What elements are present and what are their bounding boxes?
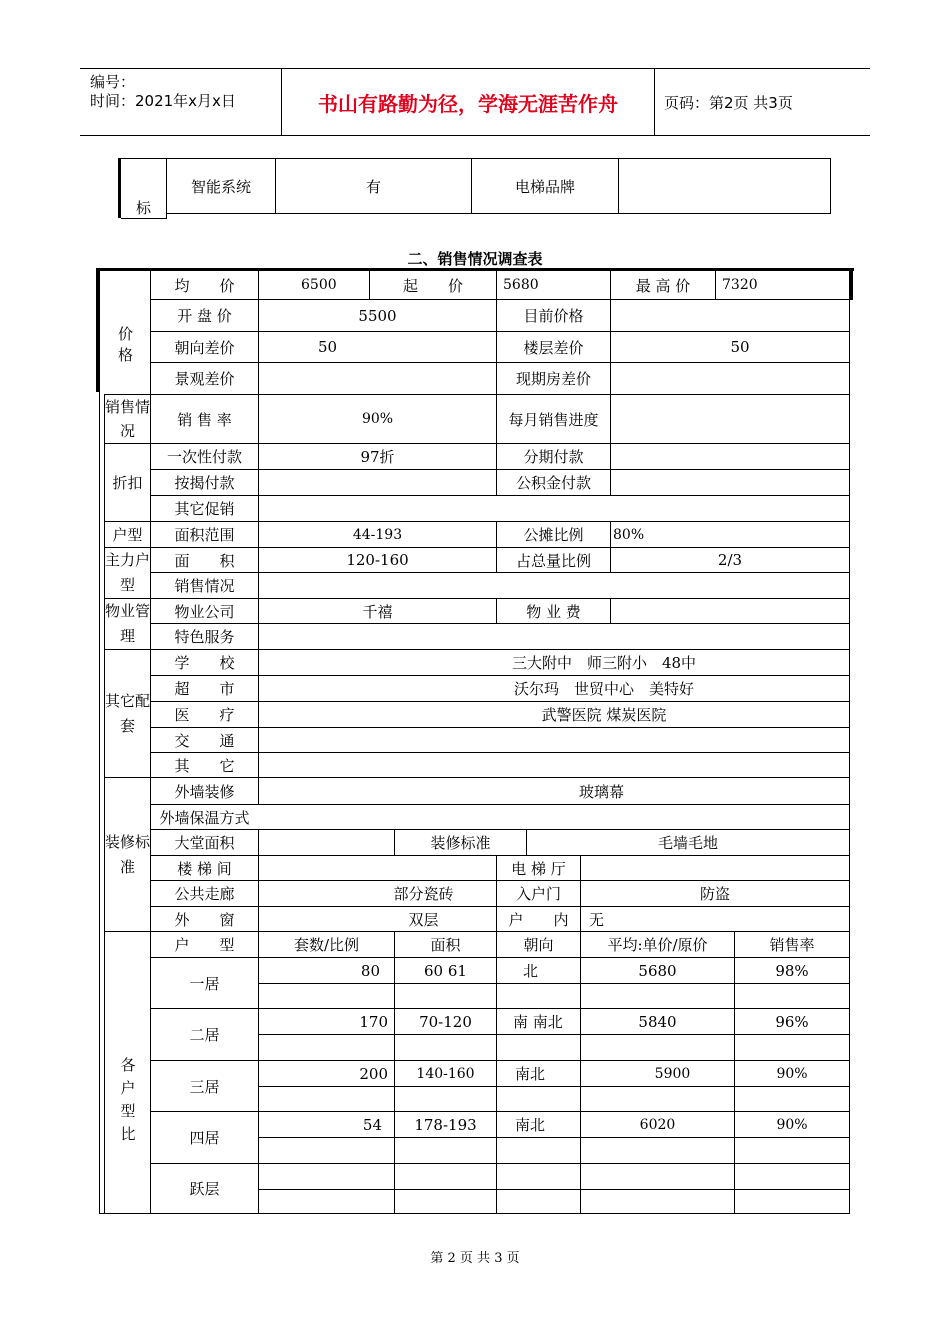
medical-label: 医 疗 bbox=[174, 706, 235, 724]
other-promo-label: 其它促销 bbox=[174, 500, 235, 518]
decoration-standard-value: 毛墙毛地 bbox=[657, 834, 718, 852]
special-service-label: 特色服务 bbox=[174, 628, 235, 646]
school-label: 学 校 bbox=[174, 654, 235, 672]
indoor-label: 户 内 bbox=[508, 910, 569, 929]
supermarket-label: 超 市 bbox=[174, 680, 235, 698]
type-rate: 98% bbox=[775, 961, 809, 980]
property-company-value: 千禧 bbox=[362, 602, 393, 621]
school-value: 三大附中 师三附小 48中 bbox=[511, 654, 697, 672]
indoor-value: 无 bbox=[589, 910, 605, 929]
property-fee-label: 物 业 费 bbox=[526, 602, 581, 621]
decoration-standard-label: 装修标准 bbox=[430, 834, 491, 852]
elevator-brand-value bbox=[619, 159, 830, 213]
type-rate: 90% bbox=[776, 1116, 808, 1133]
area-range-value: 44-193 bbox=[352, 526, 403, 543]
view-diff-label: 景观差价 bbox=[174, 370, 235, 388]
smart-system-label: 智能系统 bbox=[190, 177, 251, 196]
page-label: 页码：第2页 共3页 bbox=[664, 93, 793, 112]
type-price: 5900 bbox=[654, 1065, 691, 1082]
type-orientation: 南 南北 bbox=[513, 1013, 563, 1031]
type-name: 四居 bbox=[189, 1129, 220, 1147]
types-header-type: 户 型 bbox=[174, 936, 235, 954]
view-diff-value bbox=[259, 363, 496, 394]
exterior-wall-label: 外墙装修 bbox=[174, 782, 235, 801]
decoration-group-label: 装修标准 bbox=[105, 832, 151, 876]
top-table-row-label: 标 bbox=[135, 198, 151, 217]
type-orientation: 南北 bbox=[515, 1116, 546, 1134]
special-service-value bbox=[259, 624, 849, 649]
medical-value: 武警医院 煤炭医院 bbox=[541, 706, 667, 724]
elevator-hall-value bbox=[581, 856, 849, 880]
main-area-value: 120-160 bbox=[346, 551, 409, 569]
types-header-area: 面积 bbox=[430, 936, 461, 954]
traffic-label: 交 通 bbox=[174, 731, 235, 750]
mortgage-label: 按揭付款 bbox=[174, 474, 235, 492]
type-price: 6020 bbox=[639, 1116, 676, 1133]
type-orientation: 北 bbox=[523, 962, 539, 980]
property-group-label: 物业管理 bbox=[105, 602, 151, 645]
spot-diff-label: 现期房差价 bbox=[515, 370, 591, 388]
type-area: 60 61 bbox=[424, 961, 467, 980]
orientation-diff-label: 朝向差价 bbox=[174, 338, 235, 357]
lobby-area-value bbox=[259, 830, 394, 855]
staircase-value bbox=[259, 856, 496, 880]
floor-diff-value: 50 bbox=[730, 338, 750, 356]
type-rate bbox=[735, 1164, 849, 1189]
lobby-area-label: 大堂面积 bbox=[174, 834, 235, 852]
time-label: 时间：2021年x月x日 bbox=[90, 92, 236, 110]
main-area-label: 面 积 bbox=[174, 551, 235, 570]
survey-title: 二、销售情况调查表 bbox=[407, 249, 543, 268]
main-sales-label: 销售情况 bbox=[174, 577, 235, 595]
types-group-label: 各户型比 bbox=[118, 1056, 137, 1149]
elevator-brand-label: 电梯品牌 bbox=[514, 177, 575, 196]
corridor-label: 公共走廊 bbox=[174, 885, 235, 903]
type-count: 54 bbox=[362, 1115, 382, 1134]
orientation-diff-value: 50 bbox=[317, 338, 338, 356]
supermarket-value: 沃尔玛 世贸中心 美特好 bbox=[513, 680, 694, 698]
type-name: 二居 bbox=[189, 1026, 220, 1044]
spot-diff-value bbox=[611, 363, 849, 394]
type-area: 70-120 bbox=[419, 1012, 472, 1031]
avg-price-value: 6500 bbox=[301, 277, 337, 293]
sales-rate-label: 销 售 率 bbox=[177, 410, 232, 429]
main-sales-value bbox=[259, 573, 849, 598]
number-label: 编号： bbox=[90, 73, 136, 91]
window-value: 双层 bbox=[408, 910, 439, 929]
start-price-label: 起 价 bbox=[402, 276, 463, 295]
mortgage-value bbox=[259, 470, 496, 495]
provident-fund-label: 公积金付款 bbox=[515, 474, 591, 492]
monthly-progress-value bbox=[611, 395, 849, 443]
share-ratio-value: 80% bbox=[613, 526, 645, 543]
type-area bbox=[395, 1164, 496, 1189]
main-type-group-label: 主力户型 bbox=[105, 551, 151, 594]
staircase-label: 楼 梯 间 bbox=[177, 859, 232, 878]
type-price: 5840 bbox=[638, 1012, 677, 1031]
type-area: 178-193 bbox=[414, 1115, 477, 1134]
area-range-label: 面积范围 bbox=[174, 526, 235, 544]
type-count: 200 bbox=[359, 1064, 388, 1083]
types-header-rate: 销售率 bbox=[769, 936, 815, 954]
motto: 书山有路勤为径，学海无涯苦作舟 bbox=[318, 91, 618, 116]
max-price-label: 最 高 价 bbox=[635, 276, 691, 295]
type-count bbox=[259, 1164, 394, 1189]
insulation-value bbox=[259, 805, 849, 829]
price-group-label: 价格 bbox=[116, 326, 134, 368]
avg-price-label: 均 价 bbox=[174, 276, 235, 295]
type-count: 170 bbox=[359, 1012, 388, 1031]
types-header-count: 套数/比例 bbox=[293, 936, 360, 954]
type-area: 140-160 bbox=[416, 1065, 475, 1082]
traffic-value bbox=[259, 728, 849, 752]
page-footer: 第 2 页 共 3 页 bbox=[430, 1250, 520, 1266]
other-facility-label: 其 它 bbox=[174, 756, 235, 775]
exterior-wall-value: 玻璃幕 bbox=[578, 782, 624, 801]
total-ratio-label: 占总量比例 bbox=[515, 551, 591, 570]
installment-value bbox=[611, 444, 849, 469]
sales-group-label: 销售情况 bbox=[105, 398, 151, 440]
type-name: 一居 bbox=[189, 974, 220, 993]
type-price: 5680 bbox=[638, 961, 677, 980]
type-orientation: 南北 bbox=[515, 1065, 546, 1083]
type-rate: 90% bbox=[776, 1065, 808, 1082]
max-price-value: 7320 bbox=[722, 277, 758, 293]
insulation-label: 外墙保温方式 bbox=[159, 808, 250, 827]
total-ratio-value: 2/3 bbox=[717, 551, 743, 569]
type-orientation bbox=[497, 1164, 580, 1189]
corridor-value: 部分瓷砖 bbox=[393, 885, 454, 903]
types-header-price: 平均:单价/原价 bbox=[607, 936, 708, 954]
start-price-value: 5680 bbox=[503, 277, 539, 293]
sales-rate-value: 90% bbox=[361, 411, 394, 427]
type-price bbox=[581, 1164, 734, 1189]
entry-door-label: 入户门 bbox=[515, 885, 561, 903]
full-payment-label: 一次性付款 bbox=[166, 448, 242, 466]
facilities-group-label: 其它配套 bbox=[105, 691, 151, 735]
other-promo-value bbox=[259, 496, 849, 521]
property-company-label: 物业公司 bbox=[174, 602, 235, 621]
open-price-value: 5500 bbox=[358, 306, 397, 325]
floor-diff-label: 楼层差价 bbox=[523, 338, 584, 357]
types-header-orientation: 朝向 bbox=[523, 936, 554, 954]
discount-group-label: 折扣 bbox=[112, 474, 143, 492]
current-price-label: 目前价格 bbox=[523, 307, 584, 325]
other-facility-value bbox=[259, 753, 849, 777]
type-name: 三居 bbox=[189, 1077, 220, 1096]
open-price-label: 开 盘 价 bbox=[177, 307, 232, 325]
smart-system-value: 有 bbox=[365, 177, 381, 196]
unit-type-group-label: 户型 bbox=[112, 526, 143, 544]
type-rate: 96% bbox=[775, 1012, 809, 1031]
property-fee-value bbox=[611, 599, 849, 623]
monthly-progress-label: 每月销售进度 bbox=[508, 410, 599, 429]
type-name: 跃层 bbox=[189, 1180, 220, 1198]
elevator-hall-label: 电 梯 厅 bbox=[511, 859, 566, 878]
type-count: 80 bbox=[360, 961, 380, 980]
window-label: 外 窗 bbox=[174, 910, 235, 929]
provident-fund-value bbox=[611, 470, 849, 495]
full-payment-value: 97折 bbox=[360, 448, 395, 466]
entry-door-value: 防盗 bbox=[699, 885, 730, 903]
installment-label: 分期付款 bbox=[523, 448, 584, 466]
current-price-value bbox=[611, 300, 849, 331]
share-ratio-label: 公摊比例 bbox=[523, 526, 584, 544]
